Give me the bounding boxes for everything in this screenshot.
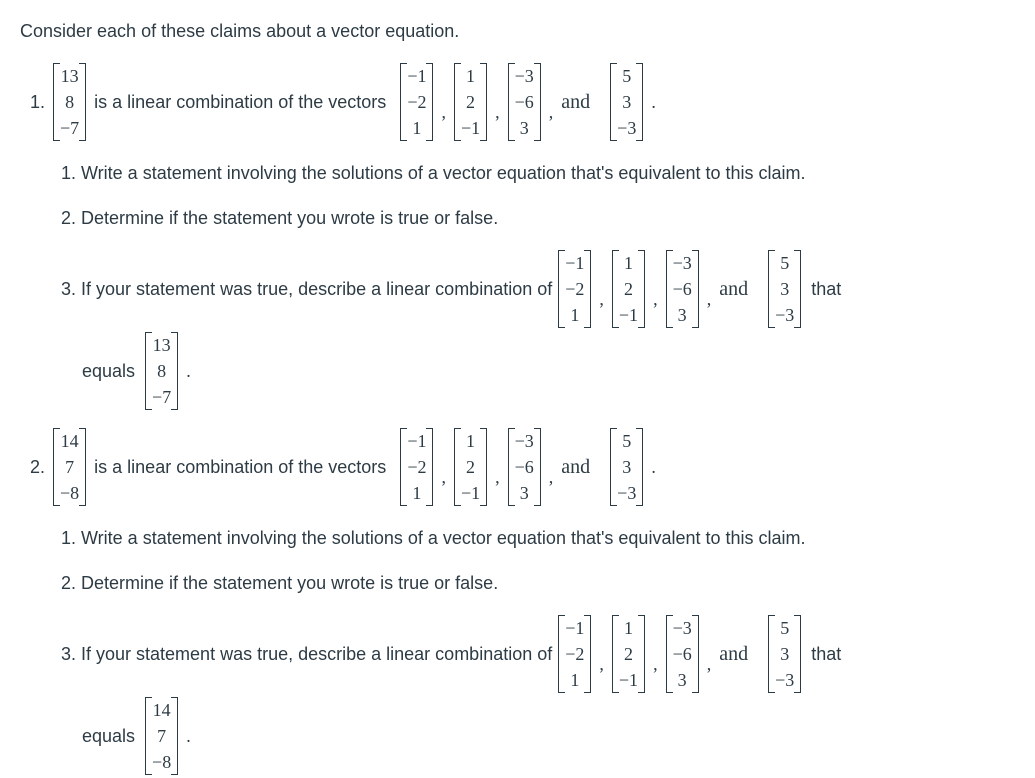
target-vector: 13 8 −7 (53, 63, 86, 141)
problem-number: 2. (30, 457, 46, 477)
step-3-row: 3. If your statement was true, describe a linear combination of −1 −2 1 , 1 2 −1 , −3 −6 3 , and 5 3 −3 that (61, 250, 841, 328)
and-word: and (561, 90, 591, 113)
vector-a: −1 −2 1 (400, 428, 433, 506)
step-3-row: 3. If your statement was true, describe a linear combination of −1 −2 1 , 1 2 −1 , −3 −6 3 , and 5 3 −3 that (61, 615, 841, 693)
and-word: and (719, 642, 749, 665)
equals-word: equals (82, 725, 136, 746)
that-word: that (811, 643, 842, 664)
claim-text: is a linear combination of the vectors (94, 456, 387, 477)
vector-b: 1 2 −1 (612, 615, 645, 693)
vector-c: −3 −6 3 (508, 63, 541, 141)
vector-d: 5 3 −3 (768, 250, 801, 328)
and-word: and (719, 277, 749, 300)
claim-row: 13 8 −7 is a linear combination of the vectors −1 −2 1 , 1 2 −1 , −3 −6 3 , and 5 3 −3 . (53, 63, 656, 141)
step-1: 1. Write a statement involving the solutions of a vector equation that's equivalent to this claim. (61, 163, 806, 183)
intro-text: Consider each of these claims about a vector equation. (20, 21, 460, 41)
vector-c: −3 −6 3 (666, 615, 699, 693)
and-word: and (561, 455, 591, 478)
vector-b: 1 2 −1 (454, 428, 487, 506)
equals-row: equals 14 7 −8 . (82, 697, 191, 775)
step-3: 3. If your statement was true, describe a linear combination of (61, 278, 553, 299)
target-vector: 13 8 −7 (145, 332, 178, 410)
claim-text: is a linear combination of the vectors (94, 91, 387, 112)
step-2: 2. Determine if the statement you wrote is true or false. (61, 573, 499, 593)
vector-d: 5 3 −3 (768, 615, 801, 693)
that-word: that (811, 278, 842, 299)
step-2: 2. Determine if the statement you wrote is true or false. (61, 208, 499, 228)
target-vector: 14 7 −8 (53, 428, 86, 506)
vector-d: 5 3 −3 (610, 428, 643, 506)
target-vector: 14 7 −8 (145, 697, 178, 775)
vector-a: −1 −2 1 (558, 250, 591, 328)
vector-c: −3 −6 3 (666, 250, 699, 328)
equals-row: equals 13 8 −7 . (82, 332, 191, 410)
vector-c: −3 −6 3 (508, 428, 541, 506)
vector-d: 5 3 −3 (610, 63, 643, 141)
claim-row: 14 7 −8 is a linear combination of the vectors −1 −2 1 , 1 2 −1 , −3 −6 3 , and 5 3 −3 . (53, 428, 656, 506)
step-3: 3. If your statement was true, describe a linear combination of (61, 643, 553, 664)
equals-word: equals (82, 360, 136, 381)
vector-b: 1 2 −1 (612, 250, 645, 328)
vector-a: −1 −2 1 (400, 63, 433, 141)
vector-b: 1 2 −1 (454, 63, 487, 141)
step-1: 1. Write a statement involving the solutions of a vector equation that's equivalent to this claim. (61, 528, 806, 548)
vector-a: −1 −2 1 (558, 615, 591, 693)
problem-number: 1. (30, 92, 46, 112)
